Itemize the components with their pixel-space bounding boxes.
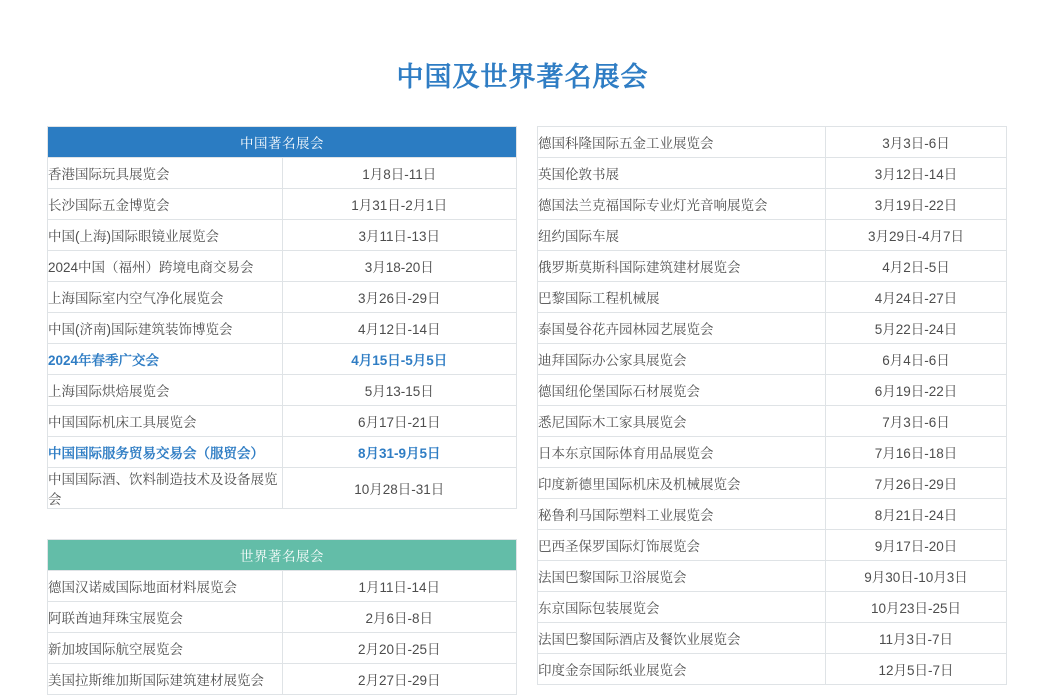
table-row [538,499,1007,530]
exhibition-date: 7月16日-18日 [826,437,1007,468]
column-spacer [47,509,517,539]
exhibition-name: 阿联酋迪拜珠宝展览会 [48,602,283,633]
exhibition-name: 美国拉斯维加斯国际建筑建材展览会 [48,664,283,695]
table-row [538,375,1007,406]
right-table-body [538,127,1007,685]
world-table-header: 世界著名展会 [48,540,517,571]
table-row [48,468,517,509]
exhibition-name: 德国科隆国际五金工业展览会 [538,127,826,158]
exhibition-date: 8月31-9月5日 [282,437,517,468]
china-table-header: 中国著名展会 [48,127,517,158]
exhibition-name: 迪拜国际办公家具展览会 [538,344,826,375]
exhibition-date: 5月13-15日 [282,375,517,406]
exhibition-date: 1月11日-14日 [282,571,517,602]
exhibition-date: 1月31日-2月1日 [282,189,517,220]
exhibition-name: 2024中国（福州）跨境电商交易会 [48,251,283,282]
exhibition-name: 中国(济南)国际建筑装饰博览会 [48,313,283,344]
exhibition-name: 德国汉诺威国际地面材料展览会 [48,571,283,602]
table-row [538,189,1007,220]
exhibition-date: 6月17日-21日 [282,406,517,437]
exhibition-date: 6月19日-22日 [826,375,1007,406]
table-row [48,158,517,189]
exhibition-date: 8月21日-24日 [826,499,1007,530]
table-row [48,189,517,220]
world-exhibitions-continued-table [537,126,1007,685]
exhibition-name: 法国巴黎国际酒店及餐饮业展览会 [538,623,826,654]
exhibition-name: 中国国际服务贸易交易会（服贸会） [48,437,283,468]
table-row [48,406,517,437]
table-row [538,251,1007,282]
table-row [538,158,1007,189]
table-row [538,220,1007,251]
exhibition-name: 英国伦敦书展 [538,158,826,189]
table-row [538,623,1007,654]
exhibition-name: 德国纽伦堡国际石材展览会 [538,375,826,406]
table-row [538,313,1007,344]
exhibition-name: 中国国际机床工具展览会 [48,406,283,437]
exhibition-date: 11月3日-7日 [826,623,1007,654]
exhibition-name: 法国巴黎国际卫浴展览会 [538,561,826,592]
exhibition-name: 上海国际室内空气净化展览会 [48,282,283,313]
table-row [48,251,517,282]
table-row [48,664,517,695]
exhibition-date: 12月5日-7日 [826,654,1007,685]
table-row [48,313,517,344]
exhibition-date: 10月23日-25日 [826,592,1007,623]
table-row [538,468,1007,499]
exhibition-name: 泰国曼谷花卉园林园艺展览会 [538,313,826,344]
exhibition-date: 4月24日-27日 [826,282,1007,313]
table-row [48,344,517,375]
page-title: 中国及世界著名展会 [396,62,649,92]
exhibition-name: 东京国际包装展览会 [538,592,826,623]
table-row [538,406,1007,437]
exhibition-date: 7月3日-6日 [826,406,1007,437]
exhibition-date: 2月20日-25日 [282,633,517,664]
exhibition-date: 2月27日-29日 [282,664,517,695]
china-exhibitions-table [47,126,517,509]
exhibition-date: 9月17日-20日 [826,530,1007,561]
table-row [538,344,1007,375]
table-row [48,220,517,251]
table-row [538,127,1007,158]
exhibition-date: 3月29日-4月7日 [826,220,1007,251]
world-exhibitions-table [47,539,517,695]
exhibition-name: 巴黎国际工程机械展 [538,282,826,313]
exhibition-name: 印度金奈国际纸业展览会 [538,654,826,685]
china-table-body [48,158,517,509]
exhibition-name: 香港国际玩具展览会 [48,158,283,189]
table-row [538,592,1007,623]
exhibition-name: 上海国际烘焙展览会 [48,375,283,406]
exhibition-name: 悉尼国际木工家具展览会 [538,406,826,437]
exhibition-date: 10月28日-31日 [282,468,517,509]
world-table-body [48,571,517,695]
table-row [538,561,1007,592]
exhibition-date: 2月6日-8日 [282,602,517,633]
table-row [48,602,517,633]
exhibition-date: 3月18-20日 [282,251,517,282]
exhibition-date: 3月26日-29日 [282,282,517,313]
right-column [537,126,1007,685]
table-row [538,437,1007,468]
exhibition-name: 秘鲁利马国际塑料工业展览会 [538,499,826,530]
table-row [538,654,1007,685]
exhibition-name: 俄罗斯莫斯科国际建筑建材展览会 [538,251,826,282]
exhibition-name: 新加坡国际航空展览会 [48,633,283,664]
exhibition-name: 中国国际酒、饮料制造技术及设备展览会 [48,468,283,509]
table-row [48,437,517,468]
exhibition-name: 印度新德里国际机床及机械展览会 [538,468,826,499]
exhibition-date: 6月4日-6日 [826,344,1007,375]
table-row [48,633,517,664]
exhibition-date: 3月19日-22日 [826,189,1007,220]
exhibition-date: 3月11日-13日 [282,220,517,251]
exhibition-name: 中国(上海)国际眼镜业展览会 [48,220,283,251]
exhibition-date: 4月12日-14日 [282,313,517,344]
exhibition-name: 德国法兰克福国际专业灯光音响展览会 [538,189,826,220]
table-row [48,282,517,313]
exhibition-name: 2024年春季广交会 [48,344,283,375]
exhibition-name: 长沙国际五金博览会 [48,189,283,220]
exhibition-name: 日本东京国际体育用品展览会 [538,437,826,468]
exhibition-date: 9月30日-10月3日 [826,561,1007,592]
exhibition-date: 3月3日-6日 [826,127,1007,158]
exhibition-name: 纽约国际车展 [538,220,826,251]
table-row [538,530,1007,561]
left-column [47,126,517,695]
exhibition-date: 4月15日-5月5日 [282,344,517,375]
exhibition-date: 5月22日-24日 [826,313,1007,344]
exhibition-date: 4月2日-5日 [826,251,1007,282]
table-row [538,282,1007,313]
exhibition-date: 7月26日-29日 [826,468,1007,499]
exhibition-name: 巴西圣保罗国际灯饰展览会 [538,530,826,561]
table-row [48,375,517,406]
exhibition-date: 3月12日-14日 [826,158,1007,189]
table-row [48,571,517,602]
exhibition-date: 1月8日-11日 [282,158,517,189]
